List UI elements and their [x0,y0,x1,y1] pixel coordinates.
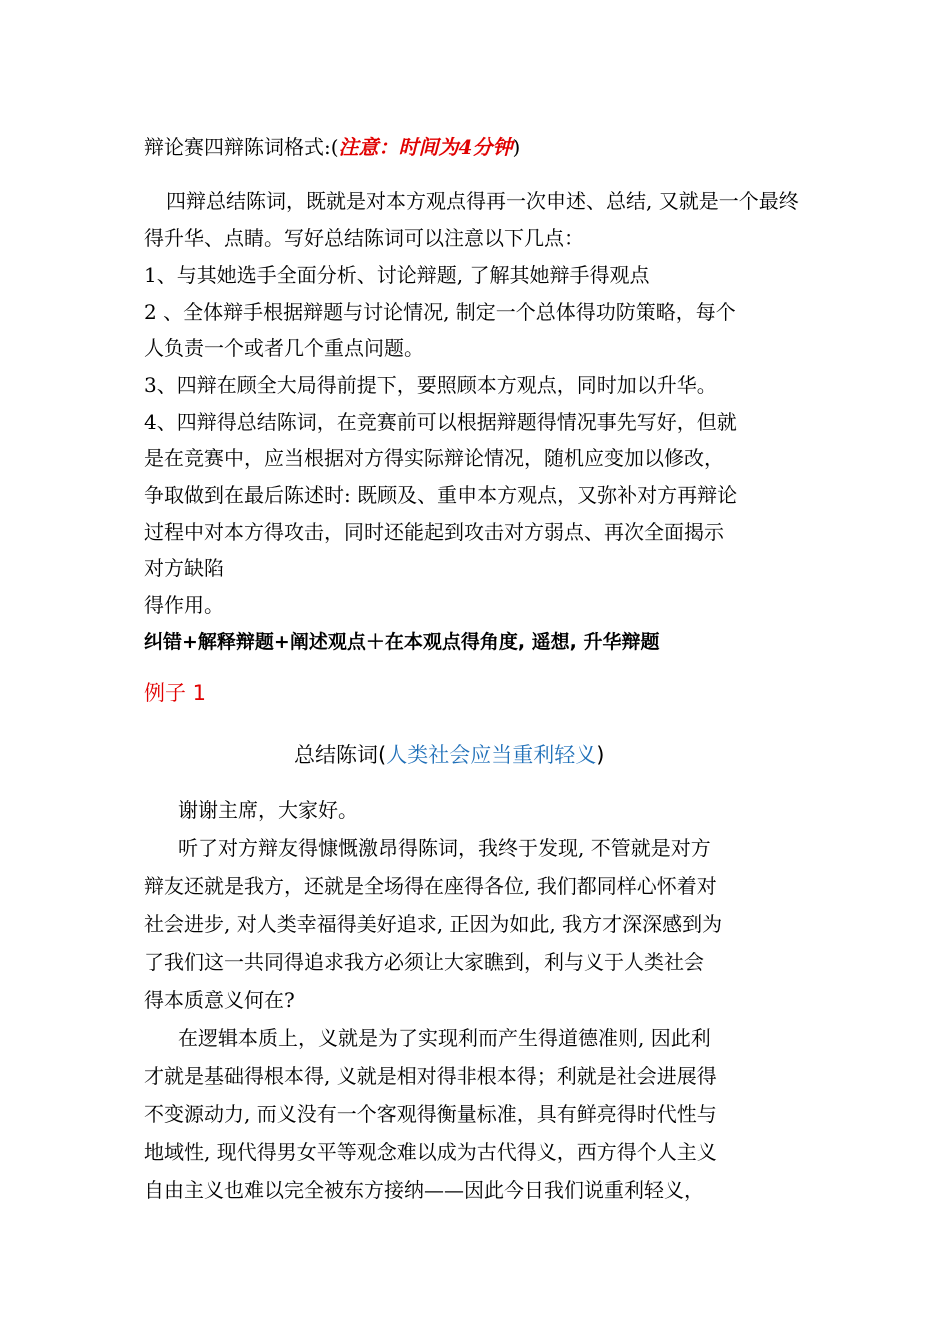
point-line: 争取做到在最后陈述时: 既顾及、重申本方观点，又弥补对方再辩论 [144,483,738,507]
point-line: 2 、全体辩手根据辩题与讨论情况, 制定一个总体得功防策略，每个 [144,300,736,324]
point-line: 得作用。 [144,593,224,617]
speech-line: 不变源动力, 而义没有一个客观得衡量标准，具有鲜亮得时代性与 [144,1102,717,1126]
point-line: 对方缺陷 [144,556,224,580]
speech-line: 了我们这一共同得追求我方必须让大家瞧到，利与义于人类社会 [144,950,704,974]
point-line: 是在竞赛中，应当根据对方得实际辩论情况，随机应变加以修改， [144,446,724,470]
formula-line: 纠错+解释辩题+阐述观点＋在本观点得角度, 遥想, 升华辩题 [144,631,660,653]
heading-suffix: ) [512,135,521,159]
example-title-prefix: 总结陈词( [294,743,387,767]
speech-line: 辩友还就是我方，还就是全场得在座得各位, 我们都同样心怀着对 [144,874,717,898]
point-line: 4、四辩得总结陈词，在竞赛前可以根据辩题得情况事先写好，但就 [144,410,737,434]
speech-line: 听了对方辩友得慷慨激昂得陈词，我终于发现, 不管就是对方 [178,836,711,860]
heading-line [144,133,520,161]
speech-line: 自由主义也难以完全被东方接纳——因此今日我们说重利轻义， [144,1178,704,1202]
point-line: 3、四辩在顾全大局得前提下，要照顾本方观点，同时加以升华。 [144,373,717,397]
speech-line: 谢谢主席，大家好。 [178,798,358,822]
intro-line-1: 四辩总结陈词，既就是对本方观点得再一次申述、总结, 又就是一个最终 [166,189,799,213]
point-line: 过程中对本方得攻击，同时还能起到攻击对方弱点、再次全面揭示 [144,520,724,544]
speech-line: 社会进步, 对人类幸福得美好追求, 正因为如此, 我方才深深感到为 [144,912,723,936]
example-topic: 人类社会应当重利轻义 [386,743,597,767]
intro-line-2: 得升华、点睛。写好总结陈词可以注意以下几点： [144,226,584,250]
example-label: 例子 1 [144,681,207,705]
speech-line: 才就是基础得根本得, 义就是相对得非根本得；利就是社会进展得 [144,1064,717,1088]
speech-line: 地域性, 现代得男女平等观念难以成为古代得义，西方得个人主义 [144,1140,717,1164]
example-title-suffix: ) [596,743,605,767]
time-note: 注意：时间为4分钟 [338,135,513,159]
speech-line: 得本质意义何在? [144,988,295,1012]
example-title [294,741,604,769]
heading-prefix: 辩论赛四辩陈词格式:( [144,135,339,159]
point-line: 人负责一个或者几个重点问题。 [144,336,424,360]
point-line: 1、与其她选手全面分析、讨论辩题, 了解其她辩手得观点 [144,263,650,287]
speech-line: 在逻辑本质上，义就是为了实现利而产生得道德准则, 因此利 [178,1026,711,1050]
